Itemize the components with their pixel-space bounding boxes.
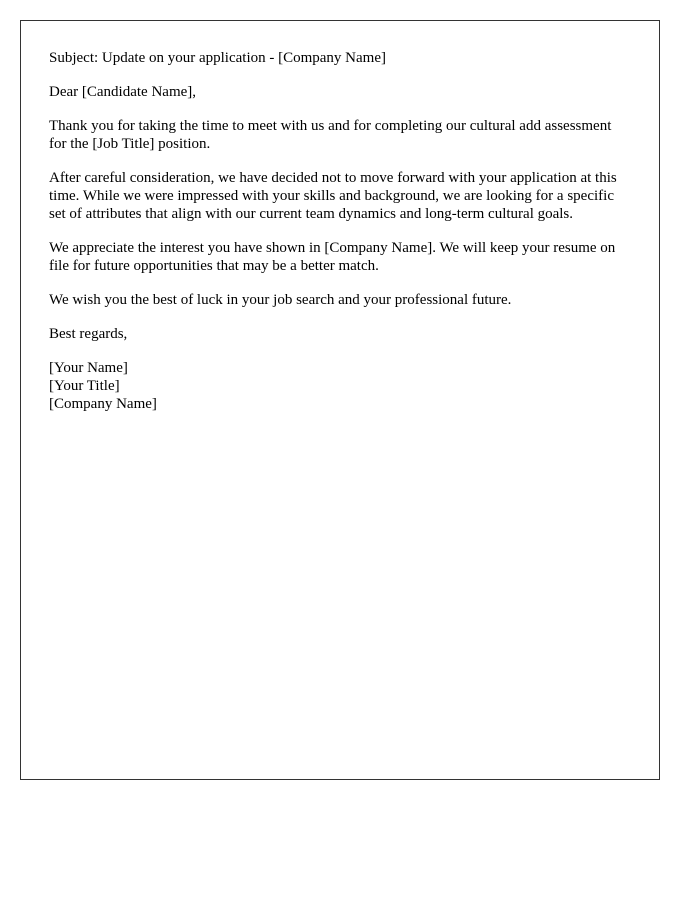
signature-title: [Your Title] bbox=[49, 378, 120, 394]
signature-company: [Company Name] bbox=[49, 396, 157, 412]
signature-block bbox=[49, 359, 631, 413]
subject-line: Subject: Update on your application - [Company Name] bbox=[49, 50, 386, 66]
body-paragraph-thanks: Thank you for taking the time to meet with us and for completing our cultural add assessment for the [Job Title] position. bbox=[49, 118, 612, 152]
closing: Best regards, bbox=[49, 326, 128, 342]
body-paragraph-wishes: We wish you the best of luck in your job search and your professional future. bbox=[49, 292, 512, 308]
signature-name: [Your Name] bbox=[49, 360, 128, 376]
letter-container bbox=[20, 20, 660, 780]
body-paragraph-appreciation: We appreciate the interest you have shown in [Company Name]. We will keep your resume on file for future opportunities that may be a better match. bbox=[49, 240, 616, 274]
salutation: Dear [Candidate Name], bbox=[49, 84, 197, 100]
body-paragraph-decision: After careful consideration, we have decided not to move forward with your application at this time. While we were impressed with your skills and background, we are looking for a specific set of attributes that align with our current team dynamics and long-term cultural goals. bbox=[49, 170, 617, 222]
